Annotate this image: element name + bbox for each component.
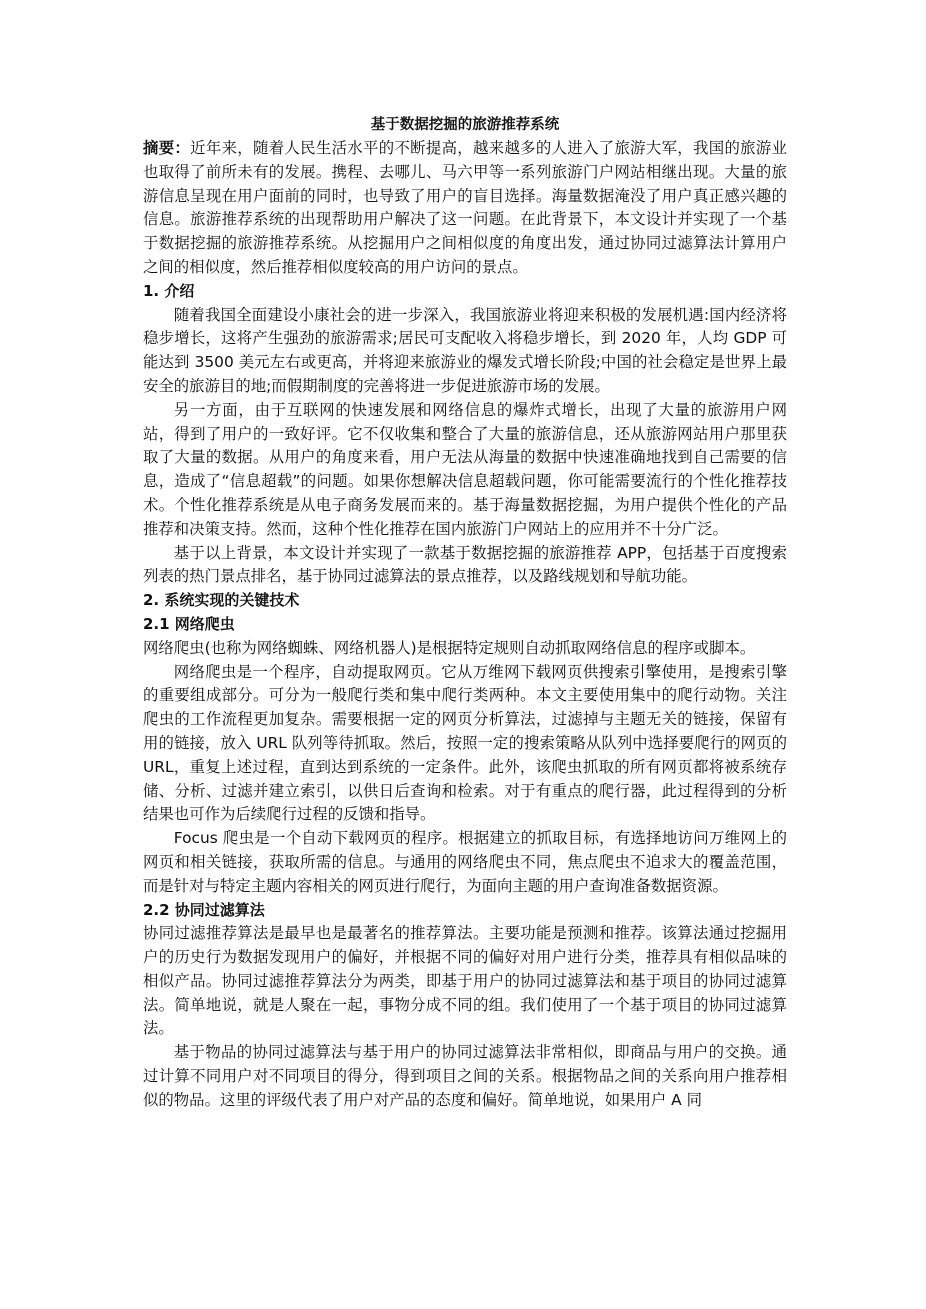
section-heading-key-technologies: 2. 系统实现的关键技术 — [143, 591, 300, 610]
cf-paragraph-1: 协同过滤推荐算法是最早也是最著名的推荐算法。主要功能是预测和推荐。该算法通过挖掘用户的历史行为数据发现用户的偏好，并根据不同的偏好对用户进行分类，推荐具有相似品味的相似产品。协同过滤推荐算法分为两类，即基于用户的协同过滤算法和基于项目的协同过滤算法。简单地说，就是人聚在一起，事物分成不同的组。我们使用了一个基于项目的协同过滤算法。 — [143, 924, 787, 1038]
subsection-heading-web-crawler: 2.1 网络爬虫 — [143, 614, 235, 633]
paper-page — [143, 114, 787, 1113]
intro-paragraph-3: 基于以上背景，本文设计并实现了一款基于数据挖掘的旅游推荐 APP，包括基于百度搜索列表的热门景点排名，基于协同过滤算法的景点推荐，以及路线规划和导航功能。 — [143, 543, 787, 586]
abstract-text: 近年来，随着人民生活水平的不断提高，越来越多的人进入了旅游大军，我国的旅游业也取得了前所未有的发展。携程、去哪儿、马六甲等一系列旅游门户网站相继出现。大量的旅游信息呈现在用户面前的同时，也导致了用户的盲目选择。海量数据淹没了用户真正感兴趣的信息。旅游推荐系统的出现帮助用户解决了这一问题。在此背景下，本文设计并实现了一个基于数据挖掘的旅游推荐系统。从挖掘用户之间相似度的角度出发，通过协同过滤算法计算用户之间的相似度，然后推荐相似度较高的用户访问的景点。 — [143, 139, 787, 276]
abstract — [143, 137, 787, 280]
intro-paragraph-1: 随着我国全面建设小康社会的进一步深入，我国旅游业将迎来积极的发展机遇:国内经济将稳步增长，这将产生强劲的旅游需求;居民可支配收入将稳步增长，到 2020 年，人均 GDP 可能达到 3500 美元左右或更高，并将迎来旅游业的爆发式增长阶段;中国的社会稳定是世界上最安全的旅游目的地;而假期制度的完善将进一步促进旅游市场的发展。 — [143, 305, 787, 395]
section-heading-introduction: 1. 介绍 — [143, 281, 195, 300]
paper-title: 基于数据挖掘的旅游推荐系统 — [370, 117, 560, 133]
crawler-paragraph-1: 网络爬虫(也称为网络蜘蛛、网络机器人)是根据特定规则自动抓取网络信息的程序或脚本。 — [143, 638, 756, 657]
intro-paragraph-2: 另一方面，由于互联网的快速发展和网络信息的爆炸式增长，出现了大量的旅游用户网站，得到了用户的一致好评。它不仅收集和整合了大量的旅游信息，还从旅游网站用户那里获取了大量的数据。从用户的角度来看，用户无法从海量的数据中快速准确地找到自己需要的信息，造成了“信息超载”的问题。如果你想解决信息超载问题，你可能需要流行的个性化推荐技术。个性化推荐系统是从电子商务发展而来的。基于海量数据挖掘，为用户提供个性化的产品推荐和决策支持。然而，这种个性化推荐在国内旅游门户网站上的应用并不十分广泛。 — [143, 400, 787, 538]
subsection-heading-collaborative-filtering: 2.2 协同过滤算法 — [143, 900, 265, 919]
crawler-paragraph-2: 网络爬虫是一个程序，自动提取网页。它从万维网下载网页供搜索引擎使用，是搜索引擎的重要组成部分。可分为一般爬行类和集中爬行类两种。本文主要使用集中的爬行动物。关注爬虫的工作流程更加复杂。需要根据一定的网页分析算法，过滤掉与主题无关的链接，保留有用的链接，放入 URL 队列等待抓取。然后，按照一定的搜索策略从队列中选择要爬行的网页的 URL，重复上述过程，直到达到系统的一定条件。此外，该爬虫抓取的所有网页都将被系统存储、分析、过滤并建立索引，以供日后查询和检索。对于有重点的爬行器，此过程得到的分析结果也可作为后续爬行过程的反馈和指导。 — [143, 662, 787, 824]
cf-paragraph-2: 基于物品的协同过滤算法与基于用户的协同过滤算法非常相似，即商品与用户的交换。通过计算不同用户对不同项目的得分，得到项目之间的关系。根据物品之间的关系向用户推荐相似的物品。这里的评级代表了用户对产品的态度和偏好。简单地说，如果用户 A 同 — [143, 1043, 787, 1109]
abstract-label: 摘要： — [143, 139, 191, 157]
crawler-paragraph-3: Focus 爬虫是一个自动下载网页的程序。根据建立的抓取目标，有选择地访问万维网上的网页和相关链接，获取所需的信息。与通用的网络爬虫不同，焦点爬虫不追求大的覆盖范围，而是针对与特定主题内容相关的网页进行爬行，为面向主题的用户查询准备数据资源。 — [143, 829, 787, 895]
